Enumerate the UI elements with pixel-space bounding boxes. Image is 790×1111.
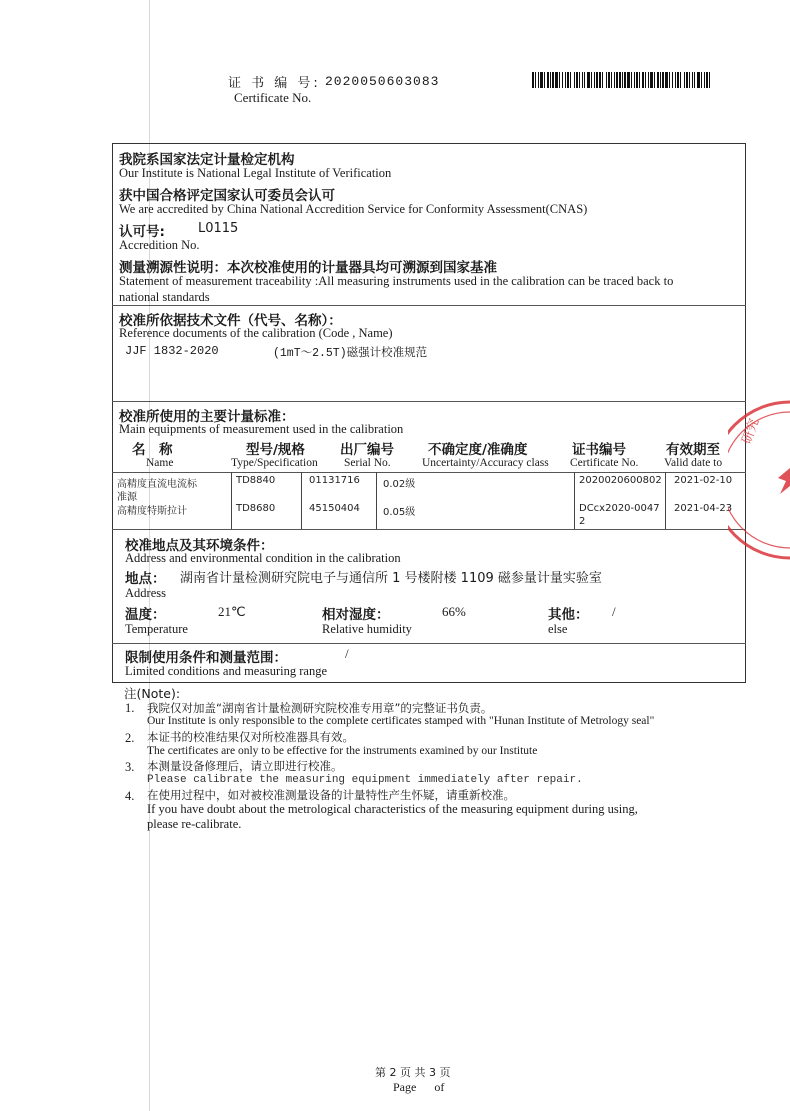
- barcode-bar: [624, 72, 626, 88]
- col-name-cn: 名 称: [132, 442, 173, 458]
- divider-equipment: [112, 401, 746, 402]
- other-value: /: [612, 604, 616, 619]
- col-valid-en: Valid date to: [664, 457, 723, 469]
- institute-title-cn: 我院系国家法定计量检定机构: [119, 152, 295, 168]
- note-2-number: 2.: [125, 731, 135, 745]
- row2-type: TD8680: [236, 503, 276, 514]
- barcode-bar: [574, 72, 575, 88]
- barcode-bar: [591, 72, 592, 88]
- barcode-bar: [616, 72, 618, 88]
- barcode-bar: [634, 72, 635, 88]
- row2-valid: 2021-04-23: [674, 503, 733, 514]
- accredited-en: We are accredited by China National Accredition Service for Conformity Assessment(CNAS): [119, 202, 588, 216]
- barcode-bar: [587, 72, 590, 88]
- barcode-bar: [544, 72, 545, 88]
- barcode-bar: [584, 72, 585, 88]
- barcode-bar: [706, 72, 708, 88]
- col-serial-en: Serial No.: [344, 457, 391, 469]
- barcode-bar: [631, 72, 632, 88]
- barcode-bar: [657, 72, 659, 88]
- reference-code: JJF 1832-2020: [125, 344, 219, 358]
- barcode-bar: [677, 72, 679, 88]
- equipment-col-divider: [301, 472, 302, 529]
- row1-type: TD8840: [236, 475, 276, 486]
- barcode-bar: [559, 72, 560, 88]
- barcode-bar: [611, 72, 612, 88]
- barcode-bar: [579, 72, 580, 88]
- barcode-bar: [694, 72, 695, 88]
- traceability-cn: 测量溯源性说明：本次校准使用的计量器具均可溯源到国家基准: [119, 260, 497, 276]
- barcode-bar: [622, 72, 623, 88]
- note-4-en-line2: please re-calibrate.: [147, 817, 242, 831]
- barcode-bar: [582, 72, 583, 88]
- row2-cert-line1: DCcx2020-0047: [579, 503, 660, 514]
- notes-title: 注(Note):: [124, 686, 181, 701]
- equipment-title-cn: 校准所使用的主要计量标准：: [119, 409, 295, 425]
- col-type-cn: 型号/规格: [246, 442, 305, 458]
- limited-value: /: [345, 646, 349, 661]
- humidity-value: 66%: [442, 604, 466, 619]
- barcode-bar: [680, 72, 681, 88]
- row1-name-line2: 准源: [117, 492, 137, 503]
- note-2-en: The certificates are only to be effective for the instruments examined by our Institute: [147, 745, 538, 757]
- barcode-bar: [596, 72, 598, 88]
- environment-title-en: Address and environmental condition in the calibration: [125, 551, 401, 565]
- institute-title-en: Our Institute is National Legal Institute of Verification: [119, 166, 392, 180]
- barcode-bar: [540, 72, 543, 88]
- note-1-en: Our Institute is only responsible to the complete certificates stamped with "Hunan Institute of Metrology seal": [147, 715, 655, 727]
- row1-accuracy: 0.02级: [383, 479, 416, 490]
- col-serial-cn: 出厂编号: [340, 442, 394, 458]
- temperature-value: 21℃: [218, 604, 246, 619]
- humidity-label-cn: 相对湿度：: [322, 607, 390, 623]
- barcode-bar: [704, 72, 705, 88]
- traceability-en-line1: Statement of measurement traceability :All measuring instruments used in the calibration can be traced back to: [119, 274, 674, 288]
- col-valid-cn: 有效期至: [666, 442, 720, 458]
- barcode-bar: [648, 72, 649, 88]
- barcode: [532, 72, 710, 88]
- certificate-number-label-en: Certificate No.: [234, 90, 312, 105]
- note-4-en: If you have doubt about the metrological characteristics of the measuring equipment during using,: [147, 802, 638, 816]
- barcode-bar: [645, 72, 646, 88]
- barcode-bar: [675, 72, 676, 88]
- barcode-bar: [562, 72, 563, 88]
- barcode-bar: [550, 72, 551, 88]
- note-2-cn: 本证书的校准结果仅对所校准器具有效。: [147, 730, 354, 744]
- reference-name: (1mT～2.5T)磁强计校准规范: [273, 347, 428, 360]
- col-name-en: Name: [146, 457, 174, 469]
- barcode-bar: [669, 72, 670, 88]
- limited-title-en: Limited conditions and measuring range: [125, 664, 328, 678]
- equipment-col-divider: [231, 472, 232, 529]
- barcode-bar: [660, 72, 661, 88]
- environment-title-cn: 校准地点及其环境条件：: [125, 538, 274, 554]
- other-label-cn: 其他：: [548, 607, 589, 623]
- reference-title-en: Reference documents of the calibration (Code , Name): [119, 326, 393, 340]
- calibration-seal-stamp: [728, 398, 790, 562]
- col-cert-en: Certificate No.: [570, 457, 639, 469]
- barcode-bar: [608, 72, 610, 88]
- page-number-cn: 第 2 页 共 3 页: [375, 1066, 451, 1079]
- col-accuracy-cn: 不确定度/准确度: [428, 442, 528, 458]
- col-type-en: Type/Specification: [231, 457, 318, 469]
- limited-title-cn: 限制使用条件和测量范围：: [125, 650, 287, 666]
- barcode-bar: [570, 72, 571, 88]
- address-label-cn: 地点：: [125, 571, 166, 587]
- other-label-en: else: [548, 622, 568, 636]
- equipment-col-divider: [665, 472, 666, 529]
- barcode-bar: [599, 72, 601, 88]
- barcode-bar: [692, 72, 693, 88]
- address-value: 湖南省计量检测研究院电子与通信所 1 号楼附楼 1109 磁参量计量实验室: [180, 571, 602, 586]
- barcode-bar: [594, 72, 595, 88]
- barcode-bar: [662, 72, 664, 88]
- barcode-bar: [639, 72, 640, 88]
- barcode-bar: [565, 72, 566, 88]
- col-accuracy-en: Uncertainty/Accuracy class: [422, 457, 549, 469]
- barcode-bar: [709, 72, 710, 88]
- equipment-table-top: [112, 472, 746, 473]
- certificate-number-value: 2020050603083: [325, 74, 440, 89]
- accredited-cn: 获中国合格评定国家认可委员会认可: [119, 188, 335, 204]
- barcode-bar: [614, 72, 615, 88]
- row2-name: 高精度特斯拉计: [117, 506, 187, 517]
- accreditation-number-label: 认可号:: [119, 224, 165, 240]
- equipment-title-en: Main equipments of measurement used in the calibration: [119, 422, 404, 436]
- address-label-en: Address: [125, 586, 166, 600]
- note-4-cn: 在使用过程中，如对被校准测量设备的计量特性产生怀疑，请重新校准。: [147, 788, 515, 802]
- row2-cert-line2: 2: [579, 516, 586, 527]
- seal-inner-ring: [728, 412, 790, 548]
- accreditation-number-label-en: Accredition No.: [119, 238, 200, 252]
- note-3-cn: 本测量设备修理后，请立即进行校准。: [147, 759, 343, 773]
- barcode-bar: [701, 72, 702, 88]
- row1-valid: 2021-02-10: [674, 475, 733, 486]
- note-3-en: Please calibrate the measuring equipment immediately after repair.: [147, 774, 583, 786]
- barcode-bar: [555, 72, 558, 88]
- barcode-bar: [547, 72, 549, 88]
- barcode-bar: [665, 72, 668, 88]
- barcode-bar: [642, 72, 644, 88]
- equipment-col-divider: [376, 472, 377, 529]
- note-3-number: 3.: [125, 760, 135, 774]
- note-1-cn: 我院仅对加盖“湖南省计量检测研究院校准专用章”的完整证书负责。: [147, 701, 493, 715]
- traceability-en-line2: national standards: [119, 290, 210, 304]
- page-number-en: Page of: [393, 1080, 445, 1094]
- barcode-bar: [532, 72, 534, 88]
- seal-text: 研究: [739, 416, 763, 447]
- certificate-number-label-cn: 证 书 编 号:: [228, 76, 321, 91]
- divider-limited: [112, 643, 746, 644]
- barcode-bar: [619, 72, 621, 88]
- barcode-bar: [576, 72, 578, 88]
- barcode-bar: [636, 72, 638, 88]
- temperature-label-en: Temperature: [125, 622, 188, 636]
- divider-reference: [112, 305, 746, 306]
- barcode-bar: [689, 72, 690, 88]
- note-4-number: 4.: [125, 789, 135, 803]
- note-1-number: 1.: [125, 701, 135, 715]
- row2-serial: 45150404: [309, 503, 360, 514]
- barcode-bar: [606, 72, 607, 88]
- row1-cert: 2020020600802: [579, 475, 662, 486]
- seal-star-icon: [778, 468, 790, 494]
- row2-accuracy: 0.05级: [383, 507, 416, 518]
- humidity-label-en: Relative humidity: [322, 622, 412, 636]
- barcode-bar: [535, 72, 536, 88]
- col-cert-cn: 证书编号: [572, 442, 626, 458]
- accreditation-number-value: L0115: [198, 221, 239, 236]
- barcode-bar: [538, 72, 539, 88]
- barcode-bar: [602, 72, 603, 88]
- barcode-bar: [654, 72, 655, 88]
- row1-name-line1: 高精度直流电流标: [117, 479, 197, 490]
- barcode-bar: [686, 72, 688, 88]
- barcode-bar: [672, 72, 673, 88]
- barcode-bar: [697, 72, 700, 88]
- barcode-bar: [684, 72, 685, 88]
- reference-title-cn: 校准所依据技术文件（代号、名称）：: [119, 313, 342, 329]
- temperature-label-cn: 温度：: [125, 607, 166, 623]
- barcode-bar: [567, 72, 569, 88]
- barcode-bar: [552, 72, 554, 88]
- equipment-col-divider: [574, 472, 575, 529]
- row1-serial: 01131716: [309, 475, 360, 486]
- barcode-bar: [650, 72, 653, 88]
- barcode-bar: [627, 72, 630, 88]
- divider-environment: [112, 529, 746, 530]
